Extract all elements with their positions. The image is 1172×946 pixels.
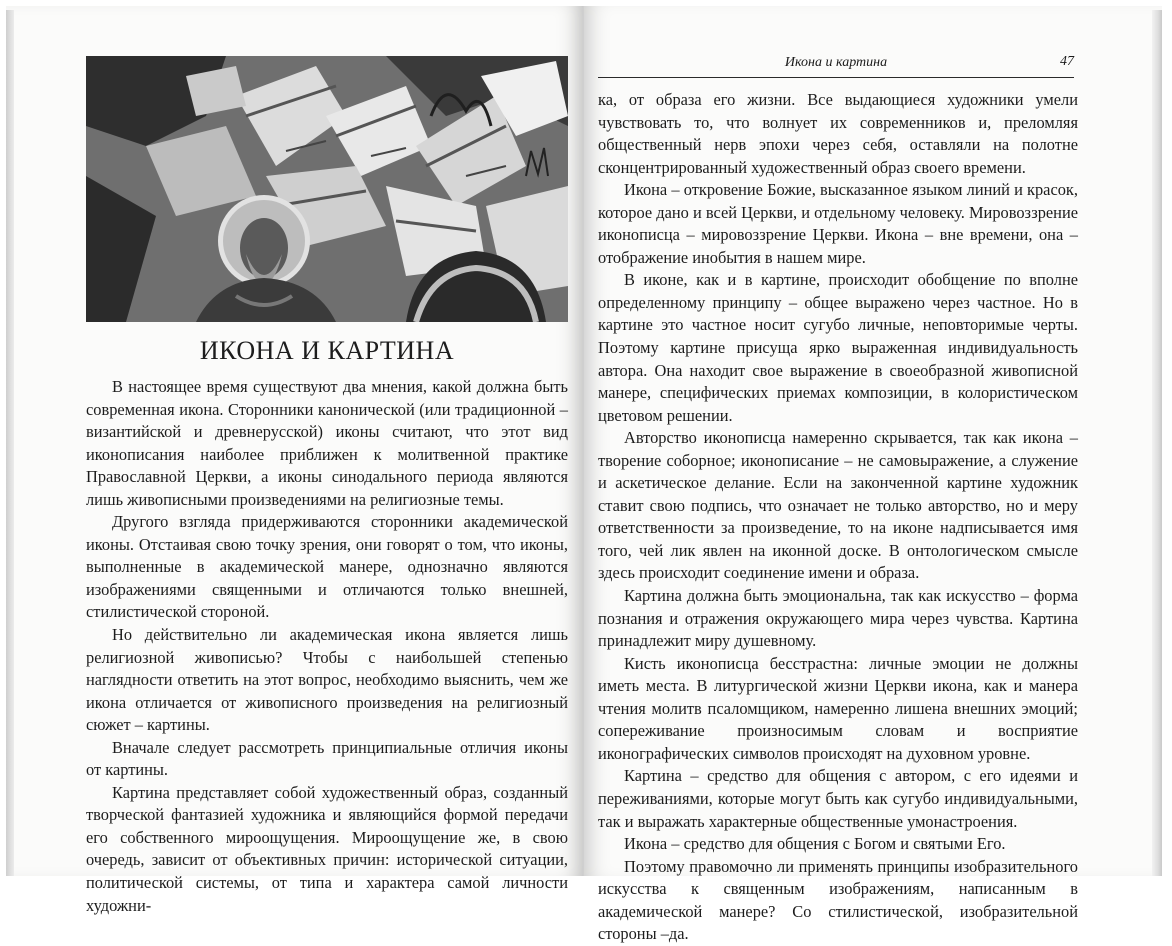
paragraph: ка, от образа его жизни. Все выдающиеся художники умели чувствовать то, что волнует их современников и, преломляя общественный нерв эпохи через себя, оставляли на полотне сконцентрированный художественный образ своего времени. [598, 90, 1078, 177]
paragraph: Картина представляет собой художественный образ, созданный творческой фантазией художника и являющийся формой передачи его собственного мироощущения. Мироощущение же, в свою очередь, зависит от объективных причин: исторической ситуации, политической системы, от типа и характера самой личности художни- [86, 782, 568, 915]
right-page-text [598, 89, 1078, 946]
left-page-edge [6, 10, 14, 876]
paragraph: Картина должна быть эмоциональна, так как искусство – форма познания и отражения окружающего мира через чувства. Картина принадлежит миру душевному. [598, 586, 1078, 651]
paragraph: Картина – средство для общения с автором, с его идеями и переживаниями, которые могут быть как сугубо индивидуальными, так и выражать характерные общественные умонастроения. [598, 766, 1078, 831]
paragraph: Икона – откровение Божие, высказанное языком линий и красок, которое дано и всей Церкви, и отдельному человеку. Мировоззрение иконописца – мировоззрение Церкви. Икона – вне времени, она – отображение инобытия в нашем мире. [598, 180, 1078, 267]
paragraph: Но действительно ли академическая икона является лишь религиозной живописью? Чтобы с наибольшей степенью наглядности ответить на этот вопрос, необходимо выяснить, чем же икона отличается от живописного произведения на религиозный сюжет – картины. [86, 625, 568, 735]
paragraph: Другого взгляда придерживаются сторонники академической иконы. Отстаивая свою точку зрения, они говорят о том, что иконы, выполненные в академической манере, однозначно являются изображениями священными и отличаются только внешней, стилистической стороной. [86, 512, 568, 622]
paragraph: Вначале следует рассмотреть принципиальные отличия иконы от картины. [86, 737, 568, 780]
chapter-title: ИКОНА И КАРТИНА [199, 336, 455, 365]
paragraph: В иконе, как и в картине, происходит обобщение по вполне определенному принципу – общее выражено через частное. Но в картине это частное носит сугубо личные, неповторимые черты. Поэтому картине присуща ярко выраженная индивидуальность автора. Она находит свое выражение в своеобразной живописной манере, специфических приемах композиции, в колористическом цветовом решении. [598, 270, 1078, 425]
paragraph: Кисть иконописца бесстрастна: личные эмоции не должны иметь места. В литургической жизни Церкви икона, как и манера чтения молитв псаломщиком, намеренно лишена внешних эмоций; сопереживание произносимым словам и восприятие иконографических символов происходят на духовном уровне. [598, 653, 1078, 763]
right-page-edge [1152, 10, 1162, 876]
left-page-text [86, 376, 568, 917]
running-header [598, 55, 1074, 78]
paragraph: Икона – средство для общения с Богом и святыми Его. [624, 834, 1006, 854]
icon-fresco-image [86, 56, 568, 322]
paragraph: В настоящее время существуют два мнения, какой должна быть современная икона. Сторонники канонической (или традиционной – византийской и древнерусской) иконы считают, что этот вид иконописания наиболее приближен к молитвенной практике Православной Церкви, а иконы синодального периода являются лишь живописными произведениями на религиозные темы. [86, 377, 568, 509]
paragraph: Поэтому правомочно ли применять принципы изобразительного искусства к священным изображениям, написанным в академической манере? Со стилистической, изобразительной стороны –да. [598, 856, 1078, 944]
running-head-title: Икона и картина [784, 55, 888, 70]
paragraph: Авторство иконописца намеренно скрывается, так как икона – творение соборное; иконописание – не самовыражение, а служение и аскетическое делание. Если на законченной картине художник ставит свою подпись, что означает не только авторство, но и меру ответственности за произведение, то на иконе надписывается имя того, чей лик явлен на иконной доске. В онтологическом смысле здесь происходит соединение имени и образа. [598, 428, 1078, 583]
page-number: 47 [1060, 54, 1074, 69]
